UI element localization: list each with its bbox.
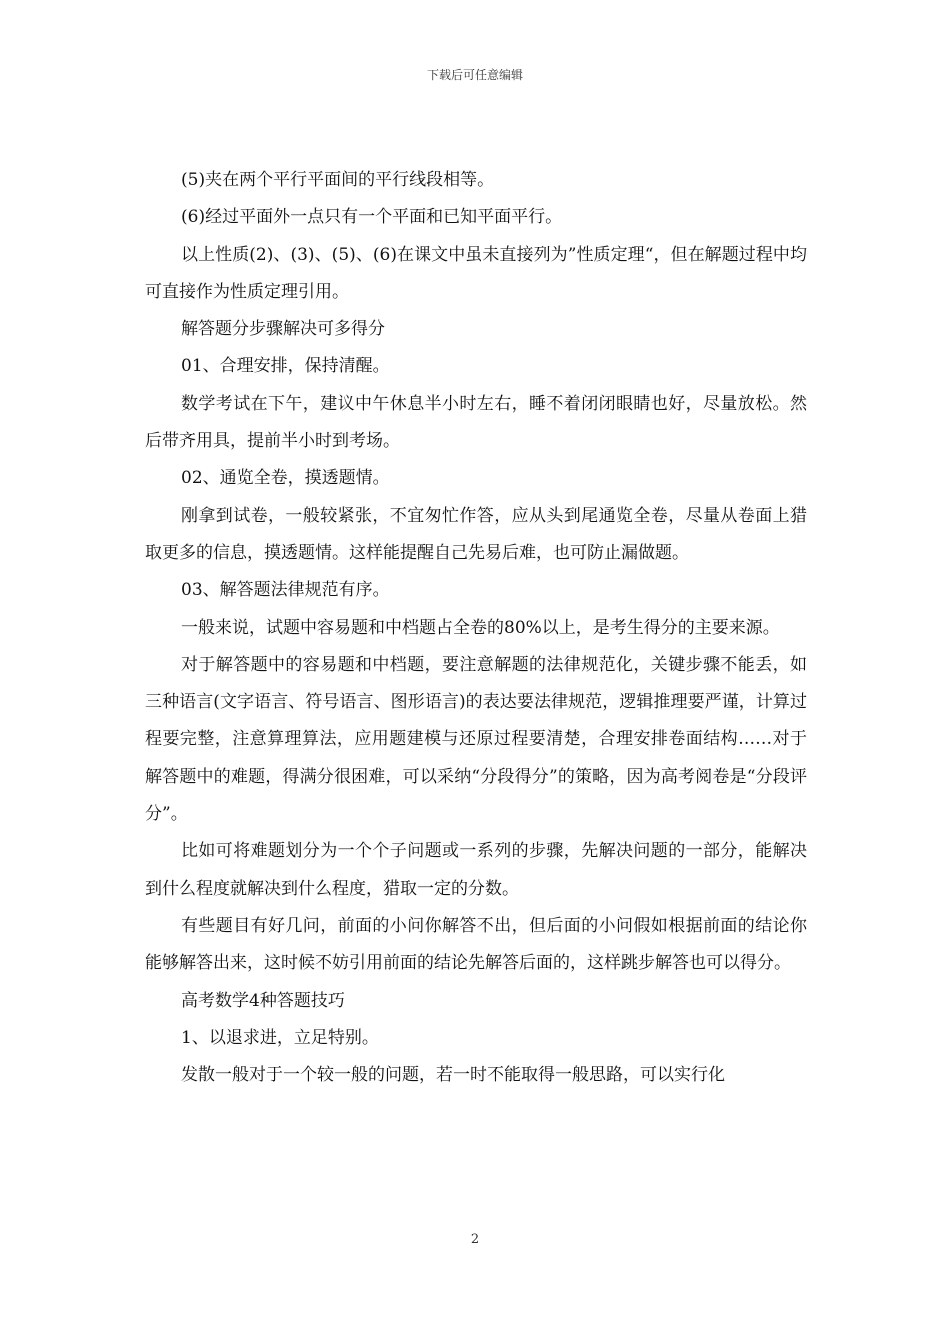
paragraph: 有些题目有好几问，前面的小问你解答不出，但后面的小问假如根据前面的结论你能够解答出来，这时候不妨引用前面的结论先解答后面的，这样跳步解答也可以得分。 (145, 915, 807, 974)
paragraph: 数学考试在下午，建议中午休息半小时左右，睡不着闭闭眼睛也好，尽量放松。然后带齐用具，提前半小时到考场。 (145, 393, 807, 452)
paragraph: (6)经过平面外一点只有一个平面和已知平面平行。 (181, 207, 563, 228)
step-heading: 03、解答题法律规范有序。 (181, 580, 390, 601)
step-heading: 1、以退求进，立足特别。 (181, 1027, 379, 1048)
paragraph: 刚拿到试卷，一般较紧张，不宜匆忙作答，应从头到尾通览全卷，尽量从卷面上猎取更多的信息，摸透题情。这样能提醒自己先易后难，也可防止漏做题。 (145, 505, 807, 563)
paragraph: 发散一般对于一个较一般的问题，若一时不能取得一般思路，可以实行化 (181, 1065, 725, 1086)
page-header: 下载后可任意编辑 (426, 68, 523, 82)
section-heading: 解答题分步骤解决可多得分 (181, 319, 385, 340)
paragraph: (5)夹在两个平行平面间的平行线段相等。 (181, 170, 495, 190)
step-heading: 02、通览全卷，摸透题情。 (181, 468, 390, 489)
page-number: 2 (470, 1232, 480, 1247)
section-heading: 高考数学4种答题技巧 (181, 990, 345, 1011)
paragraph: 比如可将难题划分为一个个子问题或一系列的步骤，先解决问题的一部分，能解决到什么程度就解决到什么程度，猎取一定的分数。 (145, 841, 807, 899)
paragraph: 对于解答题中的容易题和中档题，要注意解题的法律规范化，关键步骤不能丢，如三种语言(文字语言、符号语言、图形语言)的表达要法律规范，逻辑推理要严谨，计算过程要完整，注意算理算法，应用题建模与还原过程要清楚，合理安排卷面结构……对于解答题中的难题，得满分很困难，可以采纳“分段得分”的策略，因为高考阅卷是“分段评分”。 (145, 654, 807, 825)
document-body (145, 162, 807, 1094)
step-heading: 01、合理安排，保持清醒。 (181, 356, 390, 377)
paragraph: 以上性质(2)、(3)、(5)、(6)在课文中虽未直接列为”性质定理“，但在解题过程中均可直接作为性质定理引用。 (145, 244, 807, 302)
paragraph: 一般来说，试题中容易题和中档题占全卷的80%以上，是考生得分的主要来源。 (181, 617, 780, 638)
